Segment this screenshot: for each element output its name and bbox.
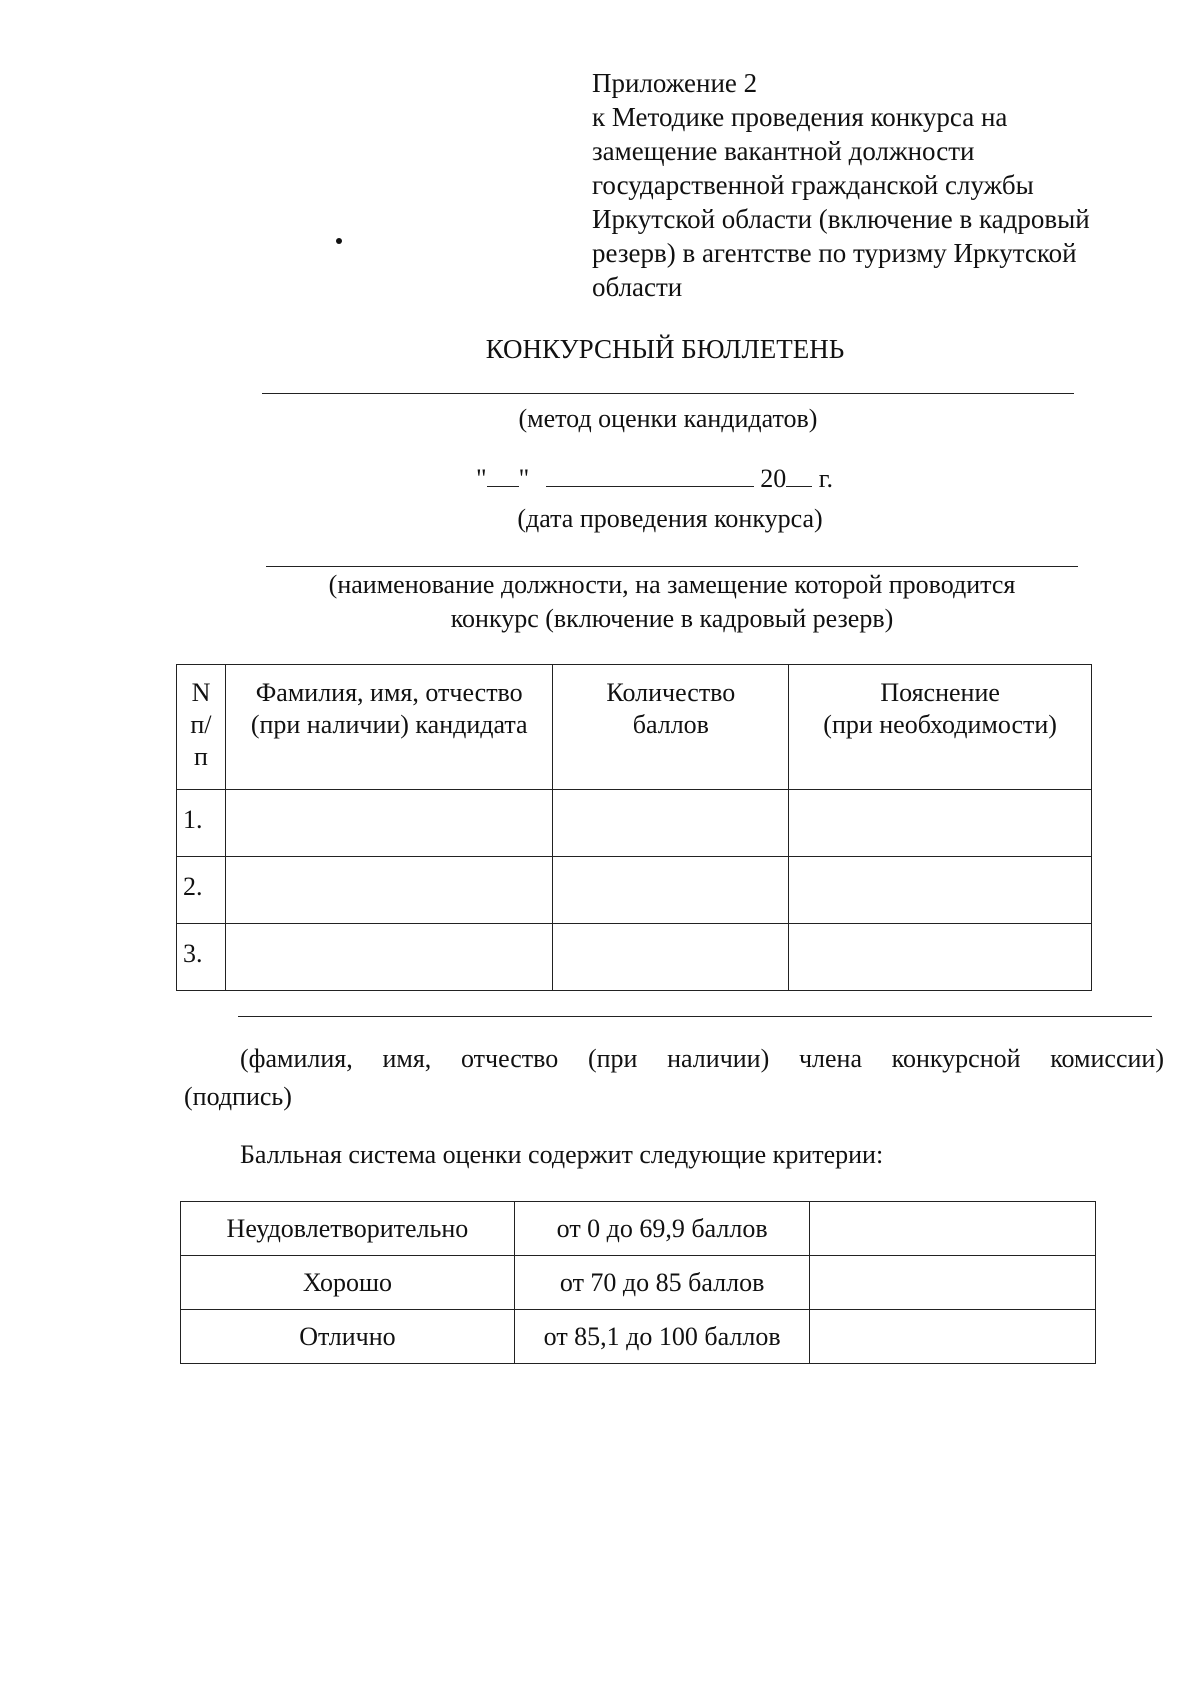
grade-cell: Неудовлетворительно xyxy=(181,1202,515,1256)
name-cell[interactable] xyxy=(225,924,553,991)
range-cell: от 85,1 до 100 баллов xyxy=(514,1310,810,1364)
position-blank-line xyxy=(266,566,1078,567)
table-row xyxy=(177,857,1092,924)
header-number: N п/ п xyxy=(177,665,226,790)
range-cell: от 0 до 69,9 баллов xyxy=(514,1202,810,1256)
appendix-line: к Методике проведения конкурса на xyxy=(592,102,1008,132)
appendix-line: области xyxy=(592,272,683,302)
position-caption xyxy=(250,568,1094,636)
method-caption: (метод оценки кандидатов) xyxy=(518,404,818,433)
position-caption-line: (наименование должности, на замещение которой проводится xyxy=(328,570,1016,599)
header-note: Пояснение (при необходимости) xyxy=(789,665,1092,790)
stray-dot xyxy=(336,238,342,244)
candidates-table xyxy=(176,664,1092,991)
grade-cell: Отлично xyxy=(181,1310,515,1364)
table-row xyxy=(181,1310,1096,1364)
signature-caption-line: (подпись) xyxy=(184,1082,292,1111)
appendix-line: Приложение 2 xyxy=(592,68,758,98)
method-blank-line xyxy=(262,393,1074,394)
appendix-line: резерв) в агентстве по туризму Иркутской xyxy=(592,238,1077,268)
row-number: 3. xyxy=(177,924,226,991)
note-cell[interactable] xyxy=(789,790,1092,857)
empty-cell xyxy=(810,1256,1096,1310)
position-caption-line: конкурс (включение в кадровый резерв) xyxy=(450,604,894,633)
signature-blank-line xyxy=(238,1016,1152,1017)
row-number: 1. xyxy=(177,790,226,857)
score-cell[interactable] xyxy=(553,924,789,991)
row-number: 2. xyxy=(177,857,226,924)
document-title: КОНКУРСНЫЙ БЮЛЛЕТЕНЬ xyxy=(485,334,845,364)
date-close-quote: " xyxy=(518,464,530,493)
note-cell[interactable] xyxy=(789,857,1092,924)
empty-cell xyxy=(810,1310,1096,1364)
appendix-line: государственной гражданской службы xyxy=(592,170,1034,200)
table-header-row xyxy=(177,665,1092,790)
criteria-table xyxy=(180,1201,1096,1364)
date-caption: (дата проведения конкурса) xyxy=(517,504,823,533)
date-field xyxy=(476,464,833,494)
score-cell[interactable] xyxy=(553,857,789,924)
day-blank xyxy=(487,464,519,487)
month-blank xyxy=(546,464,754,487)
criteria-intro: Балльная система оценки содержит следующие критерии: xyxy=(240,1140,884,1169)
date-open-quote: " xyxy=(476,464,487,493)
grade-cell: Хорошо xyxy=(181,1256,515,1310)
name-cell[interactable] xyxy=(225,790,553,857)
appendix-line: замещение вакантной должности xyxy=(592,136,975,166)
signature-caption xyxy=(184,1040,1164,1116)
year-suffix: г. xyxy=(818,464,833,493)
score-cell[interactable] xyxy=(553,790,789,857)
signature-caption-line: (фамилия, имя, отчество (при наличии) члена конкурсной комиссии) xyxy=(240,1044,1164,1073)
table-row xyxy=(177,790,1092,857)
header-score: Количество баллов xyxy=(553,665,789,790)
appendix-line: Иркутской области (включение в кадровый xyxy=(592,204,1090,234)
range-cell: от 70 до 85 баллов xyxy=(514,1256,810,1310)
empty-cell xyxy=(810,1202,1096,1256)
table-row xyxy=(181,1202,1096,1256)
appendix-header xyxy=(592,66,1132,304)
table-row xyxy=(177,924,1092,991)
year-blank xyxy=(786,464,812,487)
year-prefix: 20 xyxy=(760,464,787,493)
name-cell[interactable] xyxy=(225,857,553,924)
table-row xyxy=(181,1256,1096,1310)
header-name: Фамилия, имя, отчество (при наличии) кандидата xyxy=(225,665,553,790)
note-cell[interactable] xyxy=(789,924,1092,991)
